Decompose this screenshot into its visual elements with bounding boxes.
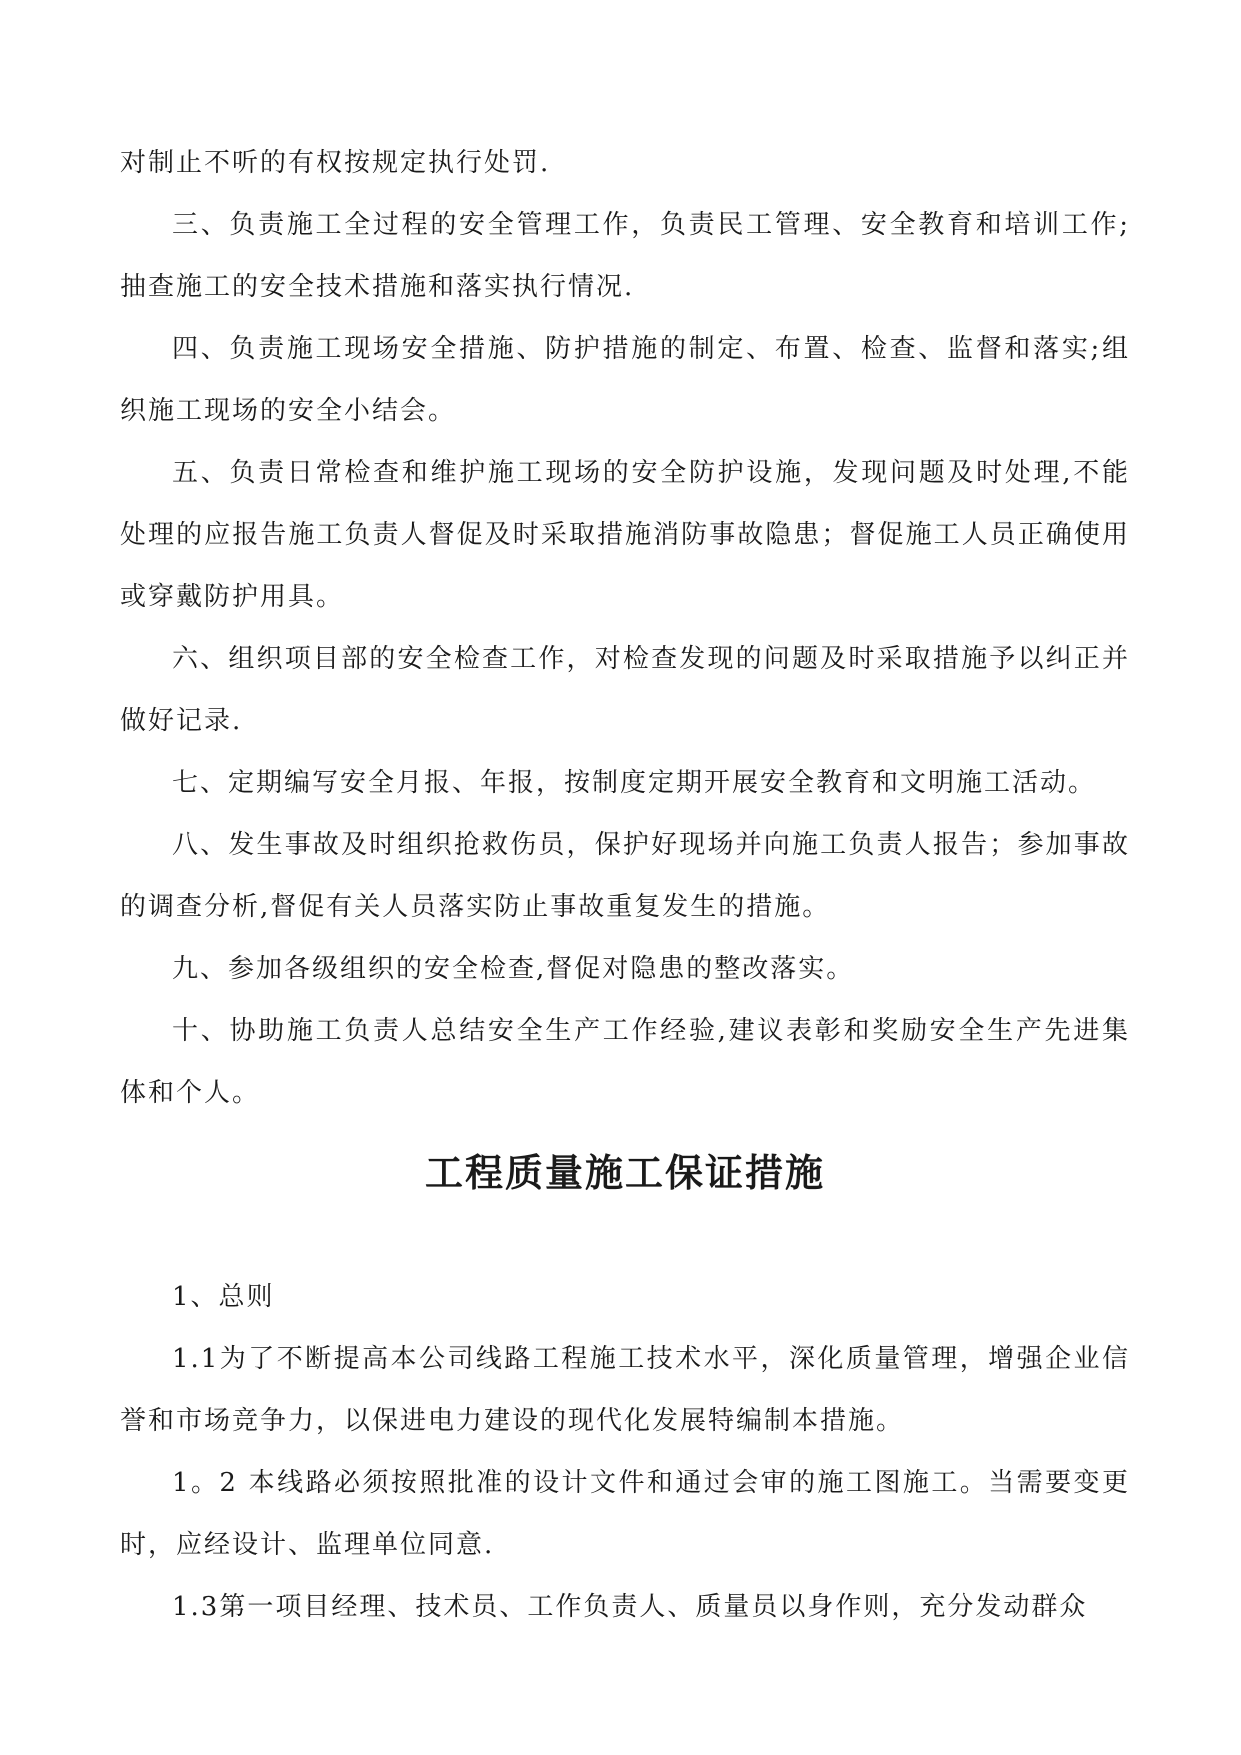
section-title: 工程质量施工保证措施 <box>424 1151 825 1195</box>
section-a <box>120 132 1130 1124</box>
paragraph-1-2: 1。2 本线路必须按照批准的设计文件和通过会审的施工图施工。当需要变更时，应经设计、监理单位同意. <box>120 1468 1130 1560</box>
paragraph-item-9: 九、参加各级组织的安全检查,督促对隐患的整改落实。 <box>172 954 855 984</box>
paragraph-item-5: 五、负责日常检查和维护施工现场的安全防护设施，发现问题及时处理,不能处理的应报告施工负责人督促及时采取措施消防事故隐患；督促施工人员正确使用或穿戴防护用具。 <box>120 458 1130 612</box>
paragraph-item-3: 三、负责施工全过程的安全管理工作，负责民工管理、安全教育和培训工作;抽查施工的安全技术措施和落实执行情况. <box>120 210 1130 302</box>
paragraph-item-7: 七、定期编写安全月报、年报，按制度定期开展安全教育和文明施工活动。 <box>172 768 1097 798</box>
document-page <box>120 132 1130 1638</box>
paragraph-item-10: 十、协助施工负责人总结安全生产工作经验,建议表彰和奖励安全生产先进集体和个人。 <box>120 1016 1130 1108</box>
paragraph-item-4: 四、负责施工现场安全措施、防护措施的制定、布置、检查、监督和落实;组织施工现场的安全小结会。 <box>120 334 1130 426</box>
paragraph-penalty-tail: 对制止不听的有权按规定执行处罚. <box>120 148 551 178</box>
paragraph-general-heading: 1、总则 <box>172 1282 275 1312</box>
paragraph-item-8: 八、发生事故及时组织抢救伤员，保护好现场并向施工负责人报告；参加事故的调查分析,督促有关人员落实防止事故重复发生的措施。 <box>120 830 1130 922</box>
paragraph-1-1: 1.1为了不断提高本公司线路工程施工技术水平，深化质量管理，增强企业信誉和市场竞争力，以保进电力建设的现代化发展特编制本措施。 <box>120 1344 1130 1436</box>
section-b <box>120 1266 1130 1638</box>
paragraph-1-3: 1.3第一项目经理、技术员、工作负责人、质量员以身作则，充分发动群众 <box>172 1592 1088 1622</box>
paragraph-item-6: 六、组织项目部的安全检查工作，对检查发现的问题及时采取措施予以纠正并做好记录. <box>120 644 1130 736</box>
